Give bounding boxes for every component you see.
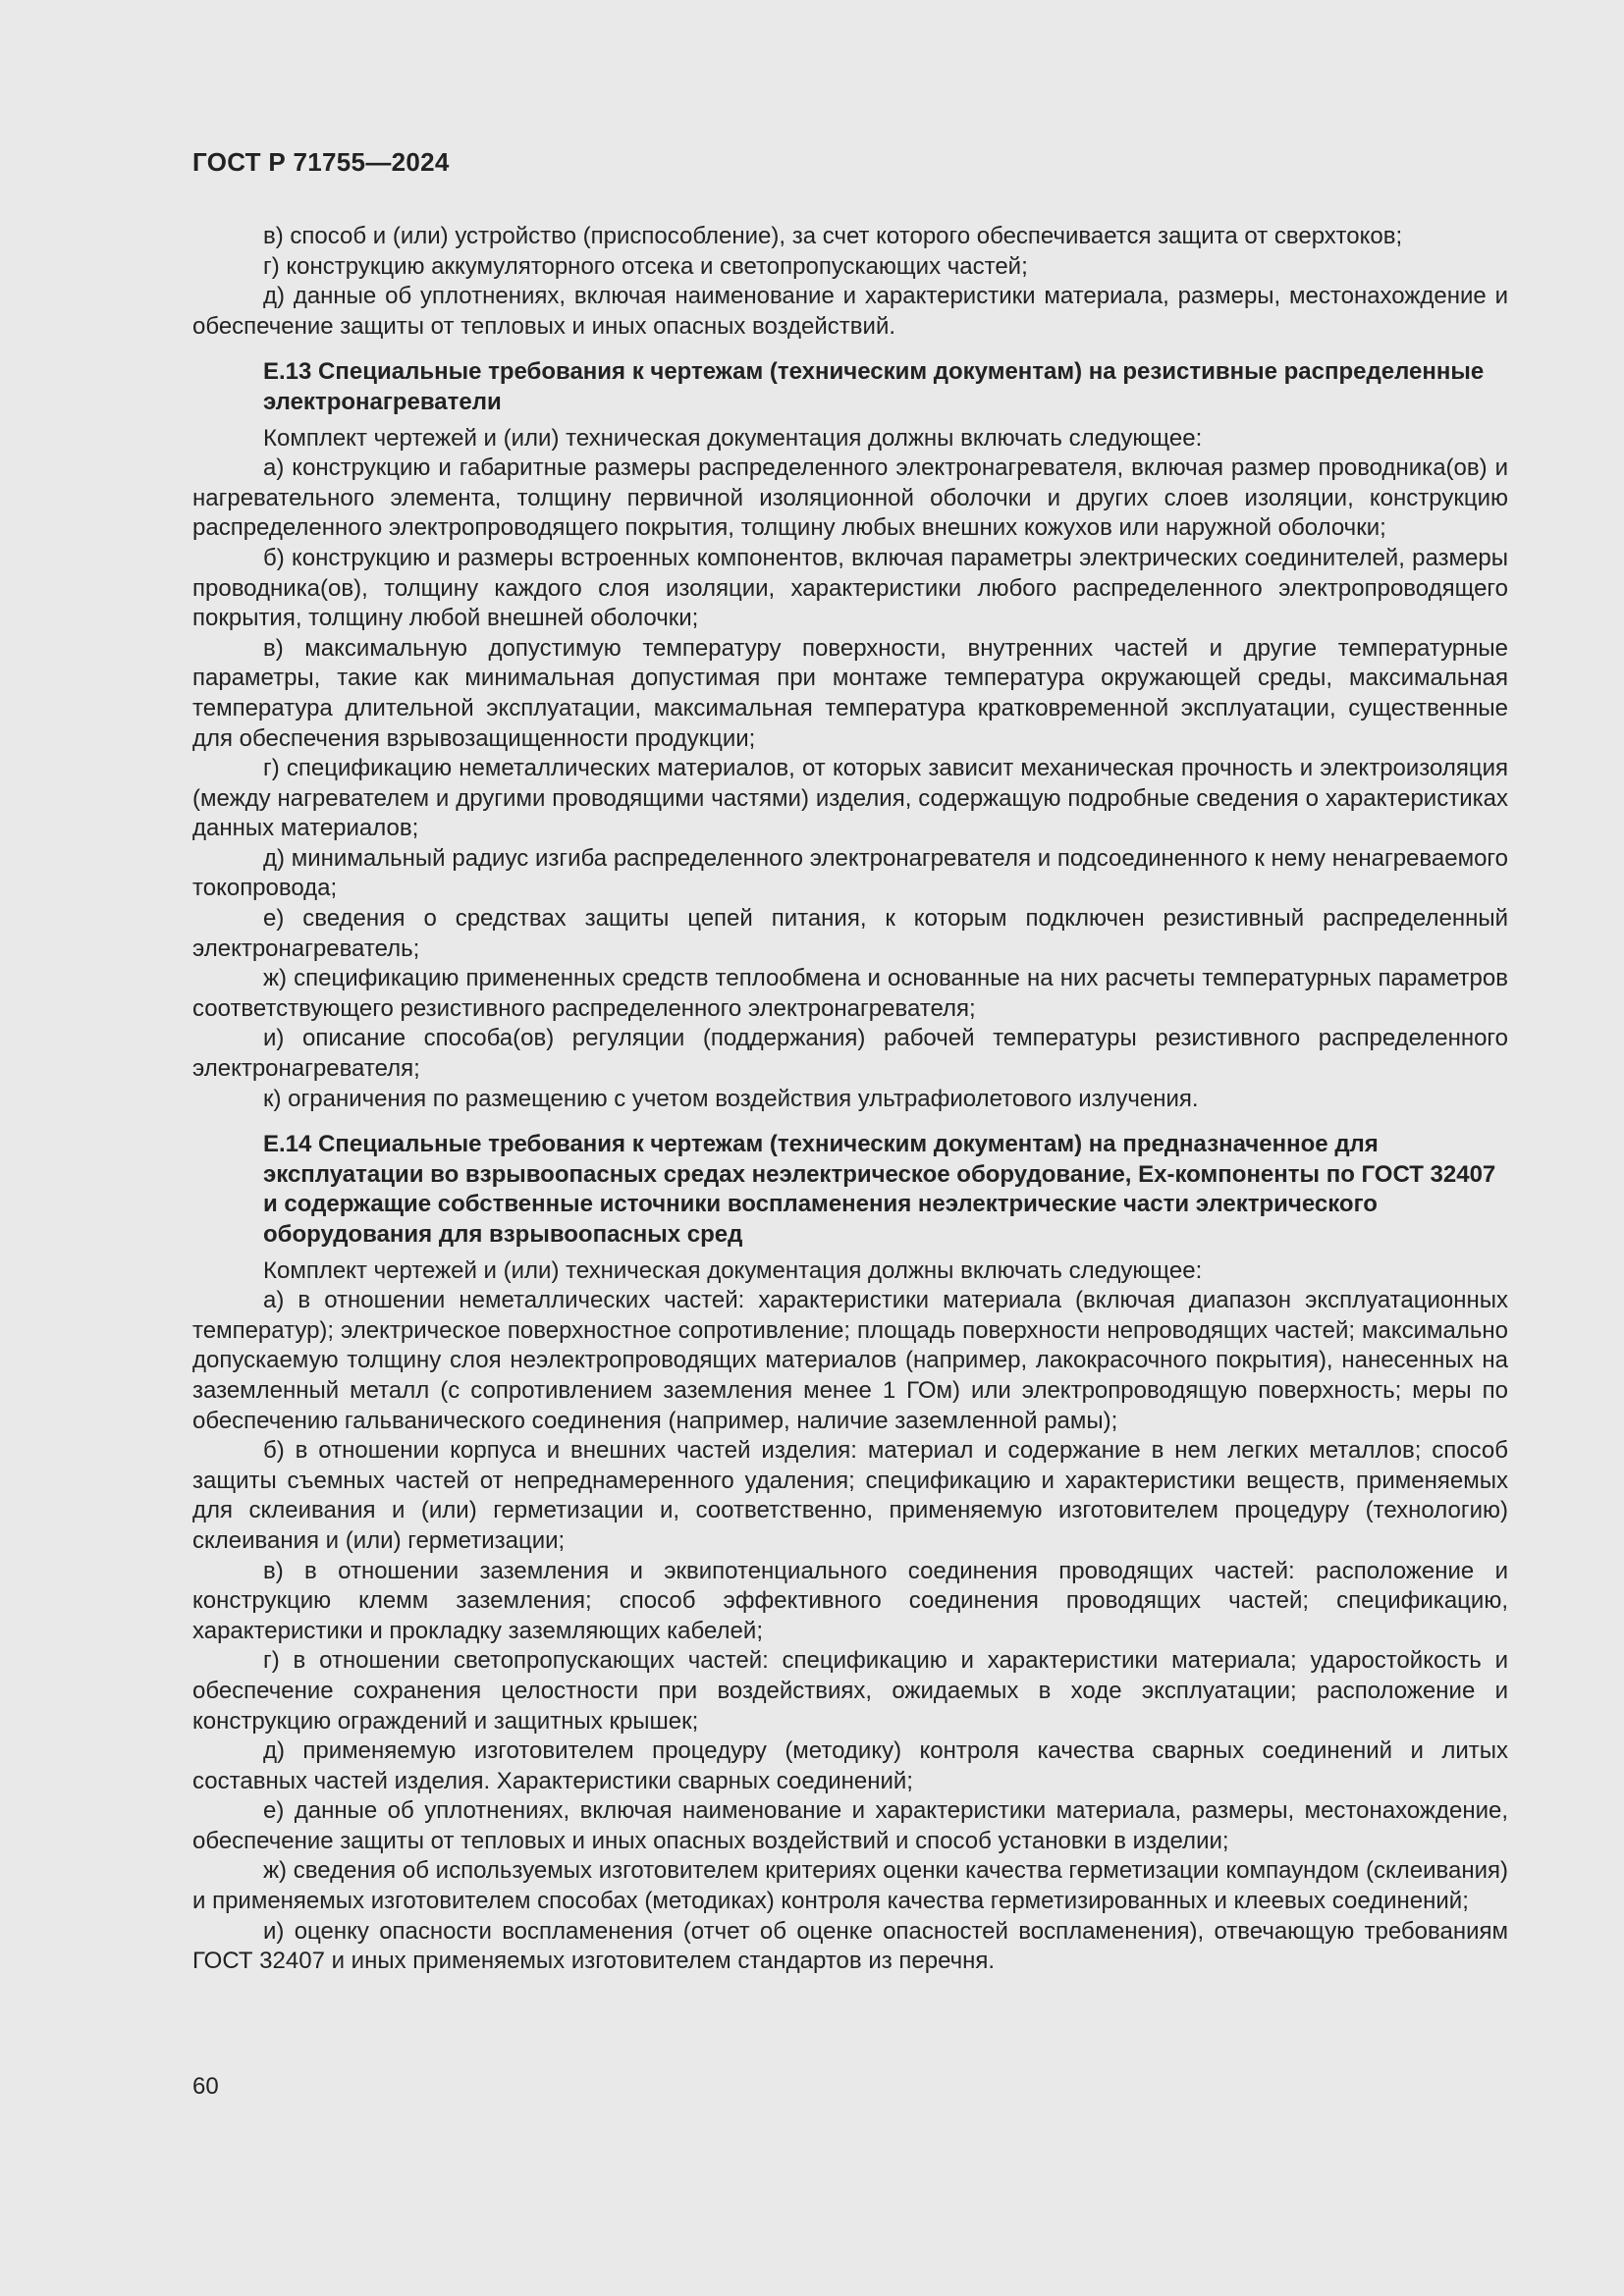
section-heading-e14: Е.14 Специальные требования к чертежам (техническим документам) на предназначенное для эксплуатации во взрывоопасных средах неэлектрическое оборудование, Ex-компоненты по ГОСТ 32407 и содержащие собственные источники воспламенения неэлектрические части электрического оборудования для взрывоопасных сред <box>263 1131 1496 1248</box>
list-item: в) максимальную допустимую температуру поверхности, внутренних частей и другие температурные параметры, такие как минимальная допустимая при монтаже температура окружающей среды, максимальная температура длительной эксплуатации, максимальная температура кратковременной эксплуатации, существенные для обеспечения взрывозащищенности продукции; <box>192 634 1508 752</box>
document-header: ГОСТ Р 71755—2024 <box>192 147 450 177</box>
list-item: в) в отношении заземления и эквипотенциального соединения проводящих частей: расположение и конструкцию клемм заземления; способ эффективного соединения проводящих частей; спецификацию, характеристики и прокладку заземляющих кабелей; <box>192 1557 1508 1644</box>
list-item: е) сведения о средствах защиты цепей питания, к которым подключен резистивный распределенный электронагреватель; <box>192 905 1508 962</box>
list-item: в) способ и (или) устройство (приспособление), за счет которого обеспечивается защита от сверхтоков; <box>263 223 1403 249</box>
page-number: 60 <box>192 2073 219 2100</box>
list-item: е) данные об уплотнениях, включая наименование и характеристики материала, размеры, местонахождение, обеспечение защиты от тепловых и иных опасных воздействий и способ установки в изделии; <box>192 1797 1508 1854</box>
list-item: а) в отношении неметаллических частей: характеристики материала (включая диапазон эксплуатационных температур); электрическое поверхностное сопротивление; площадь поверхности непроводящих частей; максимально допускаемую толщину слоя неэлектропроводящих материалов (например, лакокрасочного покрытия), нанесенных на заземленный металл (с сопротивлением заземления менее 1 ГОм) или электропроводящую поверхность; меры по обеспечению гальванического соединения (например, наличие заземленной рамы); <box>192 1287 1508 1434</box>
list-item: б) конструкцию и размеры встроенных компонентов, включая параметры электрических соединителей, размеры проводника(ов), толщину каждого слоя изоляции, характеристики любого распределенного электропроводящего покрытия, толщину любой внешней оболочки; <box>192 544 1508 632</box>
list-item: д) применяемую изготовителем процедуру (методику) контроля качества сварных соединений и литых составных частей изделия. Характеристики сварных соединений; <box>192 1737 1508 1794</box>
list-item: и) оценку опасности воспламенения (отчет об оценке опасностей воспламенения), отвечающую требованиям ГОСТ 32407 и иных применяемых изготовителем стандартов из перечня. <box>192 1917 1508 1975</box>
document-body <box>192 222 1508 1977</box>
list-item: г) спецификацию неметаллических материалов, от которых зависит механическая прочность и электроизоляция (между нагревателем и другими проводящими частями) изделия, содержащую подробные сведения о характеристиках данных материалов; <box>192 755 1508 842</box>
section-intro: Комплект чертежей и (или) техническая документация должны включать следующее: <box>263 1256 1203 1284</box>
list-item: к) ограничения по размещению с учетом воздействия ультрафиолетового излучения. <box>263 1085 1199 1112</box>
list-item: ж) сведения об используемых изготовителем критериях оценки качества герметизации компаундом (склеивания) и применяемых изготовителем способах (методиках) контроля качества герметизированных и клеевых соединений; <box>192 1857 1508 1915</box>
list-item: д) минимальный радиус изгиба распределенного электронагревателя и подсоединенного к нему ненагреваемого токопровода; <box>192 844 1508 902</box>
list-item: г) конструкцию аккумуляторного отсека и светопропускающих частей; <box>263 252 1028 280</box>
section-intro: Комплект чертежей и (или) техническая документация должны включать следующее: <box>263 424 1203 452</box>
list-item: и) описание способа(ов) регуляции (поддержания) рабочей температуры резистивного распределенного электронагревателя; <box>192 1025 1508 1083</box>
section-heading-e13: Е.13 Специальные требования к чертежам (техническим документам) на резистивные распределенные электронагреватели <box>263 358 1485 415</box>
list-item: б) в отношении корпуса и внешних частей изделия: материал и содержание в нем легких металлов; способ защиты съемных частей от непреднамеренного удаления; спецификацию и характеристики веществ, применяемых для склеивания и (или) герметизации и, соответственно, применяемую изготовителем процедуру (технологию) склеивания и (или) герметизации; <box>192 1437 1508 1554</box>
list-item: ж) спецификацию примененных средств теплообмена и основанные на них расчеты температурных параметров соответствующего резистивного распределенного электронагревателя; <box>192 965 1508 1022</box>
list-item: а) конструкцию и габаритные размеры распределенного электронагревателя, включая размер проводника(ов) и нагревательного элемента, толщину первичной изоляционной оболочки и других слоев изоляции, конструкцию распределенного электропроводящего покрытия, толщину любых внешних кожухов или наружной оболочки; <box>192 454 1508 542</box>
list-item: г) в отношении светопропускающих частей: спецификацию и характеристики материала; ударостойкость и обеспечение сохранения целостности при воздействиях, ожидаемых в ходе эксплуатации; расположение и конструкцию ограждений и защитных крышек; <box>192 1647 1508 1735</box>
list-item: д) данные об уплотнениях, включая наименование и характеристики материала, размеры, местонахождение и обеспечение защиты от тепловых и иных опасных воздействий. <box>192 283 1508 340</box>
